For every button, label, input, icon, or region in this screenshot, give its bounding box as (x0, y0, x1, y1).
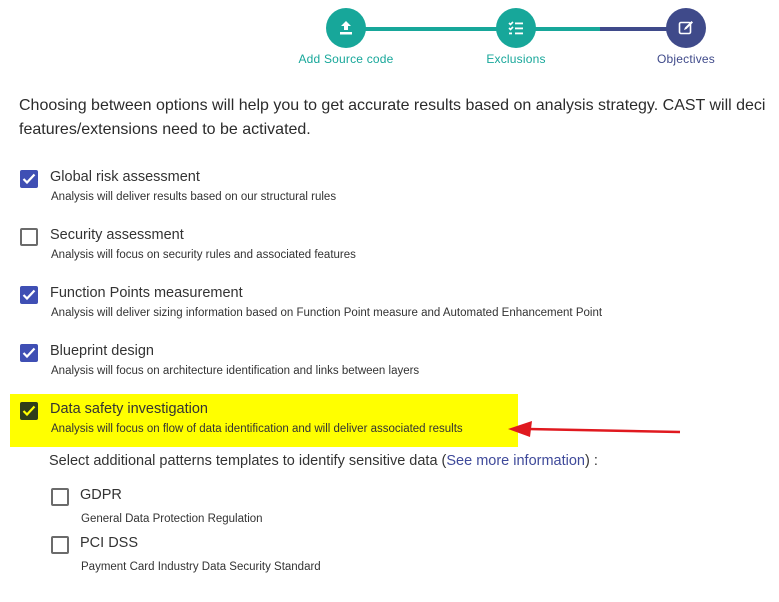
step-add-source-code[interactable] (286, 8, 406, 66)
checklist-icon (496, 8, 536, 48)
checkmark-icon (22, 289, 36, 301)
step-label: Exclusions (486, 52, 546, 66)
template-description: Payment Card Industry Data Security Standard (81, 561, 321, 573)
step-label: Add Source code (298, 52, 394, 66)
template-title: PCI DSS (80, 535, 139, 551)
pci-dss-checkbox[interactable] (51, 536, 69, 554)
see-more-information-link[interactable]: See more information (446, 453, 585, 469)
step-label: Objectives (656, 52, 716, 66)
step-objectives[interactable] (626, 8, 746, 66)
intro-line: Choosing between options will help you to get accurate results based on analysis strategy. CAST will deci (19, 97, 766, 114)
option-title: Data safety investigation (50, 401, 208, 417)
option-title: Security assessment (50, 227, 184, 243)
option-title: Global risk assessment (50, 169, 200, 185)
option-description: Analysis will deliver results based on our structural rules (51, 191, 337, 203)
blueprint-checkbox[interactable] (20, 344, 38, 362)
upload-icon (326, 8, 366, 48)
function-points-checkbox[interactable] (20, 286, 38, 304)
option-description: Analysis will focus on architecture identification and links between layers (51, 365, 420, 377)
intro-text (19, 94, 779, 142)
template-title: GDPR (80, 487, 122, 503)
edit-icon (666, 8, 706, 48)
global-risk-checkbox[interactable] (20, 170, 38, 188)
option-title: Function Points measurement (50, 285, 243, 301)
option-description: Analysis will deliver sizing information based on Function Point measure and Automated Enhancement Point (51, 307, 603, 319)
option-description: Analysis will focus on flow of data identification and will deliver associated results (51, 423, 463, 435)
option-description: Analysis will focus on security rules and associated features (51, 249, 356, 261)
template-description: General Data Protection Regulation (81, 513, 263, 525)
intro-line: features/extensions need to be activated. (19, 121, 311, 138)
data-safety-checkbox[interactable] (20, 402, 38, 420)
option-title: Blueprint design (50, 343, 154, 359)
checkmark-icon (22, 173, 36, 185)
gdpr-checkbox[interactable] (51, 488, 69, 506)
checkmark-icon (22, 347, 36, 359)
sensitive-data-prompt: Select additional patterns templates to identify sensitive data (See more information) : (49, 453, 598, 469)
step-exclusions[interactable] (456, 8, 576, 66)
wizard-stepper (0, 0, 779, 75)
security-checkbox[interactable] (20, 228, 38, 246)
checkmark-icon (22, 405, 36, 417)
annotation-arrow-icon (506, 418, 686, 440)
